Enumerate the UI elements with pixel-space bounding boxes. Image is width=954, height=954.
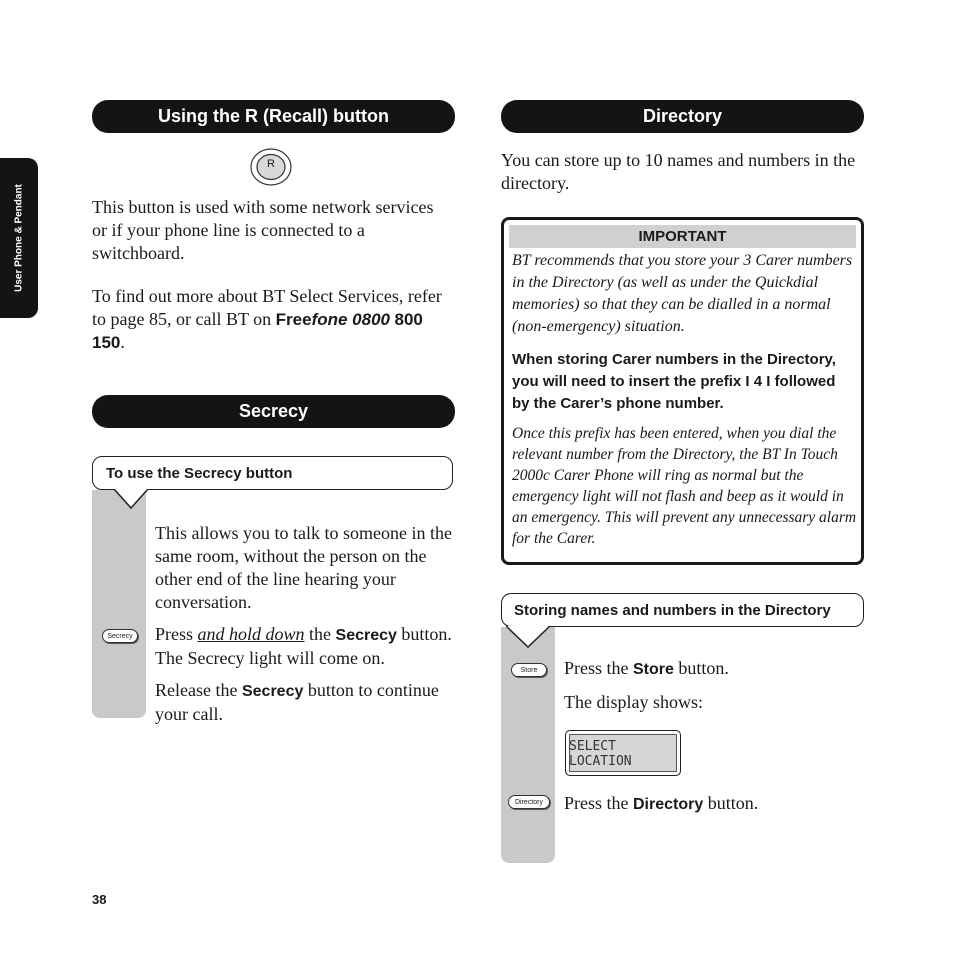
secrecy-step-2: Release the Secrecy button to continue your call. (155, 680, 439, 724)
important-italic-1: BT recommends that you store your 3 Carer numbers in the Directory (as well as under the Quickdial memories) so that they can be dialled in a normal (non-emergency) situation. (512, 252, 853, 335)
recall-heading: Using the R (Recall) button (92, 100, 455, 133)
directory-heading: Directory (501, 100, 864, 133)
freefone-number: 800 150 (92, 310, 423, 352)
freefone-fone: fone 0800 (311, 310, 390, 329)
directory-tab-pointer (506, 626, 550, 648)
recall-para-1: This button is used with some network services or if your phone line is connected to a switchboard. (92, 197, 434, 263)
directory-step-1: Press the Store button. (564, 658, 729, 678)
secrecy-heading: Secrecy (92, 395, 455, 428)
secrecy-step-1: Press and hold down the Secrecy button. The Secrecy light will come on. (155, 624, 452, 668)
important-box (501, 217, 864, 565)
display-shows-text: The display shows: (564, 692, 703, 712)
secrecy-tab-pointer (114, 489, 148, 509)
lcd-display (565, 730, 681, 776)
secrecy-step-strip (92, 490, 146, 718)
hold-down-emphasis: and hold down (197, 624, 305, 644)
prefix-code: I 4 I (745, 373, 771, 390)
important-bold-note: When storing Carer numbers in the Directory, you will need to insert the prefix I 4 I followed by the Carer’s phone number. (512, 351, 836, 412)
directory-tab: Storing names and numbers in the Directory (501, 593, 864, 627)
freefone-free: Free (275, 310, 312, 329)
recall-button-icon (250, 148, 292, 186)
directory-intro: You can store up to 10 names and numbers in the directory. (501, 150, 856, 193)
important-title: IMPORTANT (509, 225, 856, 248)
lcd-text: SELECT LOCATION (569, 739, 632, 769)
directory-step-2: Press the Directory button. (564, 793, 759, 813)
secrecy-button-icon: Secrecy (102, 629, 138, 643)
directory-button-icon: Directory (508, 795, 550, 809)
recall-icon-label: R (267, 158, 275, 170)
secrecy-tab: To use the Secrecy button (92, 456, 453, 490)
side-tab-label: User Phone & Pendant (13, 184, 25, 292)
important-italic-2: Once this prefix has been entered, when you dial the relevant number from the Directory, the BT In Touch 2000c Carer Phone will ring as normal but the emergency light will not flash and beep as it would in an emergency. This will prevent any unnecessary alarm for the Carer. (512, 425, 857, 547)
secrecy-para-1: This allows you to talk to someone in the same room, without the person on the other end of the line hearing your conversation. (155, 523, 452, 612)
side-tab (0, 158, 38, 318)
store-button-icon: Store (511, 663, 547, 677)
recall-para-2: To find out more about BT Select Services, refer to page 85, or call BT on Freefone 0800 800 150. (92, 286, 442, 352)
page-number: 38 (92, 892, 107, 907)
